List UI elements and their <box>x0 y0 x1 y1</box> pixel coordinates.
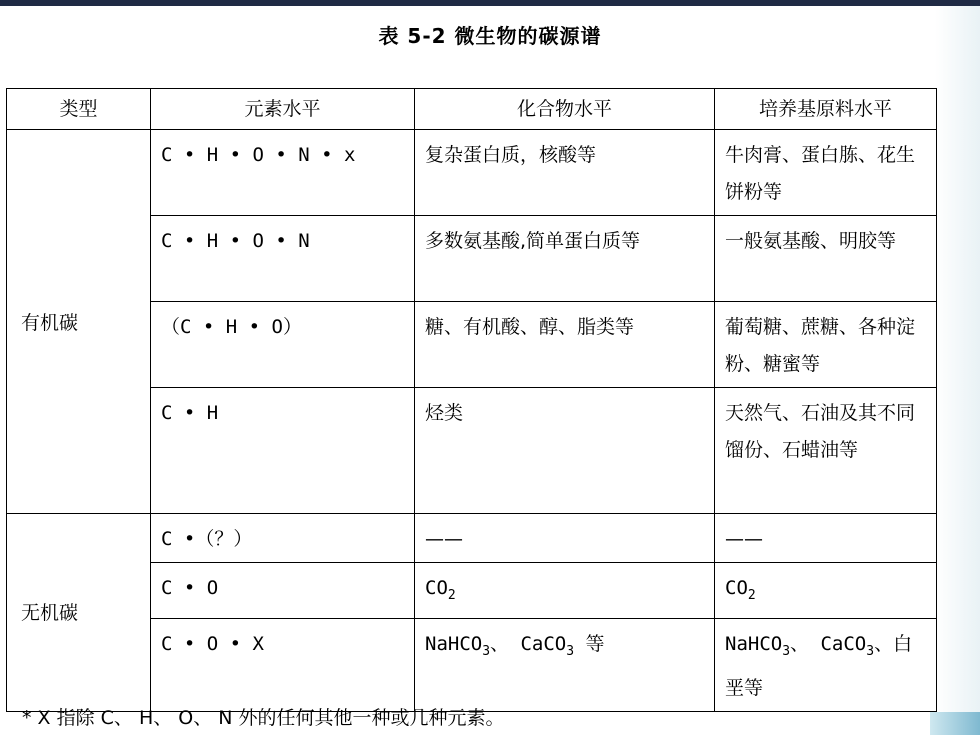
compound-subscript-b: 3 <box>566 643 575 659</box>
compound-cell: 多数氨基酸,简单蛋白质等 <box>415 216 715 302</box>
table-row <box>7 514 937 563</box>
medium-subscript-b: 3 <box>866 643 875 659</box>
medium-cell: 天然气、石油及其不同馏份、石蜡油等 <box>715 388 937 514</box>
compound-subscript-a: 3 <box>482 643 491 659</box>
element-cell: C • O <box>151 563 415 619</box>
element-cell: C • O • X <box>151 618 415 711</box>
medium-suffix: 、白垩等 <box>725 632 913 699</box>
medium-formula: CO <box>725 577 748 599</box>
compound-cell: 复杂蛋白质，核酸等 <box>415 130 715 216</box>
medium-cell <box>715 618 937 711</box>
right-decoration <box>935 6 980 712</box>
element-cell: （C • H • O） <box>151 302 415 388</box>
header-compound-level: 化合物水平 <box>415 89 715 130</box>
medium-cell: 葡萄糖、蔗糖、各种淀粉、糖蜜等 <box>715 302 937 388</box>
header-row <box>7 89 937 130</box>
element-cell: C •（？） <box>151 514 415 563</box>
compound-cell: —— <box>415 514 715 563</box>
compound-cell <box>415 563 715 619</box>
top-border-bar <box>0 0 980 6</box>
compound-subscript: 2 <box>447 587 456 603</box>
element-cell: C • H • O • N <box>151 216 415 302</box>
medium-cell: 一般氨基酸、明胶等 <box>715 216 937 302</box>
type-organic-carbon: 有机碳 <box>7 130 151 514</box>
table-title: 表 5-2 微生物的碳源谱 <box>378 24 602 48</box>
medium-subscript: 2 <box>747 587 756 603</box>
medium-formula-a: NaHCO <box>725 632 783 655</box>
compound-cell <box>415 618 715 711</box>
medium-cell: 牛肉膏、蛋白胨、花生饼粉等 <box>715 130 937 216</box>
compound-suffix: 等 <box>574 632 605 655</box>
carbon-source-table <box>6 88 937 712</box>
medium-subscript-a: 3 <box>782 643 791 659</box>
header-element-level: 元素水平 <box>151 89 415 130</box>
corner-decoration <box>930 712 980 735</box>
type-inorganic-carbon: 无机碳 <box>7 514 151 712</box>
compound-formula: CO <box>425 577 448 599</box>
compound-cell: 糖、有机酸、醇、脂类等 <box>415 302 715 388</box>
compound-formula-a: NaHCO <box>425 632 483 655</box>
medium-formula-b: 、 CaCO <box>790 632 867 655</box>
medium-cell: —— <box>715 514 937 563</box>
header-medium-level: 培养基原料水平 <box>715 89 937 130</box>
footnote: * X 指除 C、 H、 O、 N 外的任何其他一种或几种元素。 <box>22 707 505 729</box>
table-row <box>7 130 937 216</box>
compound-formula-b: 、 CaCO <box>490 632 567 655</box>
medium-cell <box>715 563 937 619</box>
compound-cell: 烃类 <box>415 388 715 514</box>
element-cell: C • H <box>151 388 415 514</box>
element-cell: C • H • O • N • x <box>151 130 415 216</box>
header-type: 类型 <box>7 89 151 130</box>
